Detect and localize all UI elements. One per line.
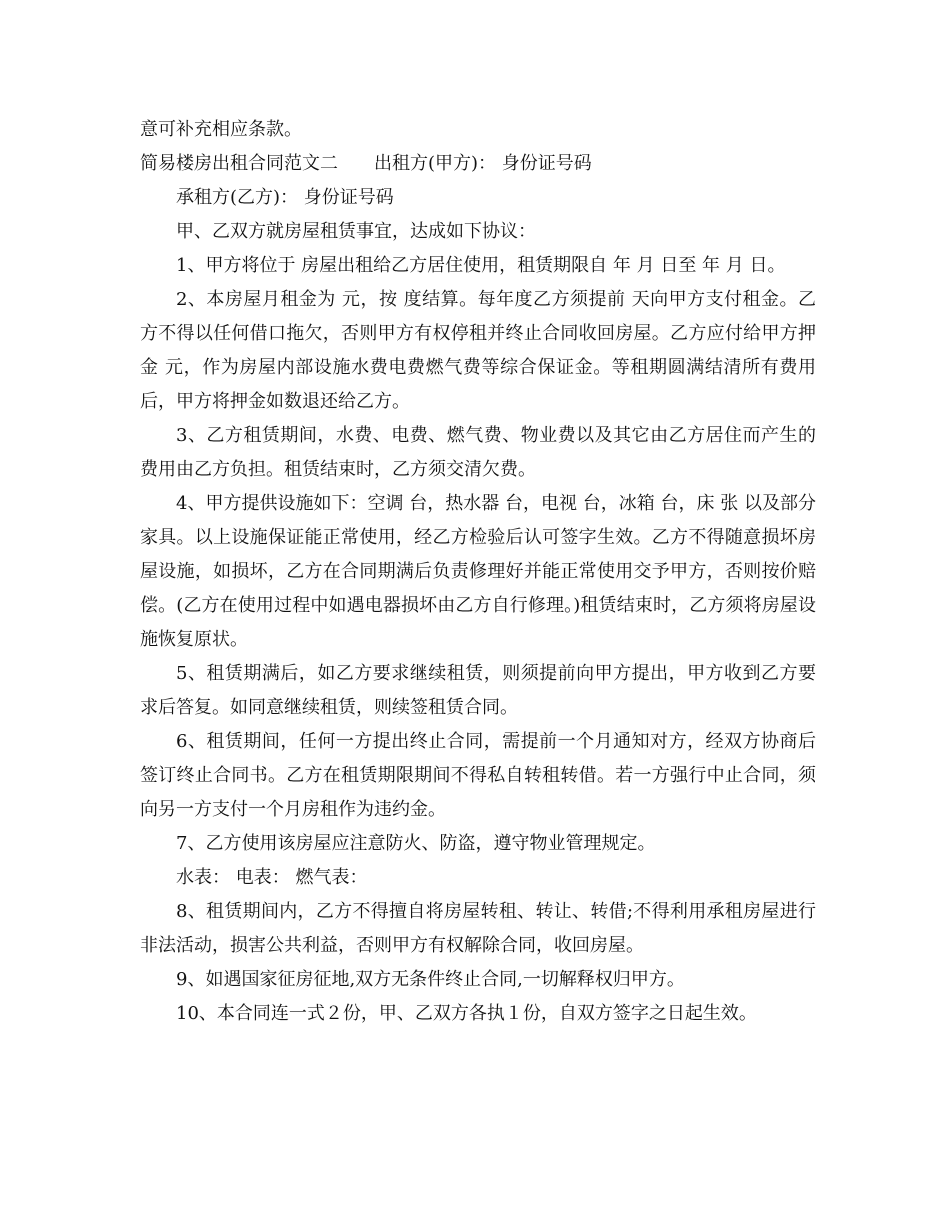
contract-title: 简易楼房出租合同范文二 [140, 153, 338, 174]
clause-1: 1、甲方将位于 房屋出租给乙方居住使用，租赁期限自 年 月 日至 年 月 日。 [176, 255, 786, 276]
clause-2: 2、本房屋月租金为 元，按 度结算。每年度乙方须提前 天向甲方支付租金。乙方不得以任何借口拖欠，否则甲方有权停租并终止合同收回房屋。乙方应付给甲方押金 元，作为房屋内部设施水费电费燃气费等综合保证金。等租期圆满结清所有费用后，甲方将押金如数退还给乙方。 [140, 289, 816, 412]
lessor-line: 出租方(甲方)： 身份证号码 [374, 153, 592, 174]
lessee-line: 承租方(乙方)： 身份证号码 [176, 187, 394, 208]
contract-heading [140, 147, 816, 181]
agreement-intro: 甲、乙双方就房屋租赁事宜，达成如下协议： [176, 221, 536, 242]
clause-7: 7、乙方使用该房屋应注意防火、防盗，遵守物业管理规定。 [176, 833, 656, 854]
document-page [140, 113, 816, 1031]
clause-8: 8、租赁期间内，乙方不得擅自将房屋转租、转让、转借;不得利用承租房屋进行非法活动，损害公共利益，否则甲方有权解除合同，收回房屋。 [140, 901, 816, 956]
clause-3: 3、乙方租赁期间，水费、电费、燃气费、物业费以及其它由乙方居住而产生的费用由乙方负担。租赁结束时，乙方须交清欠费。 [140, 425, 816, 480]
meter-readings: 水表： 电表： 燃气表： [176, 867, 368, 888]
clause-6: 6、租赁期间，任何一方提出终止合同，需提前一个月通知对方，经双方协商后签订终止合同书。乙方在租赁期限期间不得私自转租转借。若一方强行中止合同，须向另一方支付一个月房租作为违约金。 [140, 731, 816, 820]
clause-10: 10、本合同连一式２份，甲、乙双方各执１份，自双方签字之日起生效。 [176, 1003, 757, 1024]
clause-9: 9、如遇国家征房征地,双方无条件终止合同,一切解释权归甲方。 [176, 969, 685, 990]
clause-5: 5、租赁期满后，如乙方要求继续租赁，则须提前向甲方提出，甲方收到乙方要求后答复。如同意继续租赁，则续签租赁合同。 [140, 663, 816, 718]
clause-4: 4、甲方提供设施如下：空调 台，热水器 台，电视 台，冰箱 台，床 张 以及部分家具。以上设施保证能正常使用，经乙方检验后认可签字生效。乙方不得随意损坏房屋设施，如损坏，乙方在合同期满后负责修理好并能正常使用交予甲方，否则按价赔偿。(乙方在使用过程中如遇电器损坏由乙方自行修理。)租赁结束时，乙方须将房屋设施恢复原状。 [140, 493, 816, 650]
continuation-line: 意可补充相应条款。 [140, 119, 302, 140]
